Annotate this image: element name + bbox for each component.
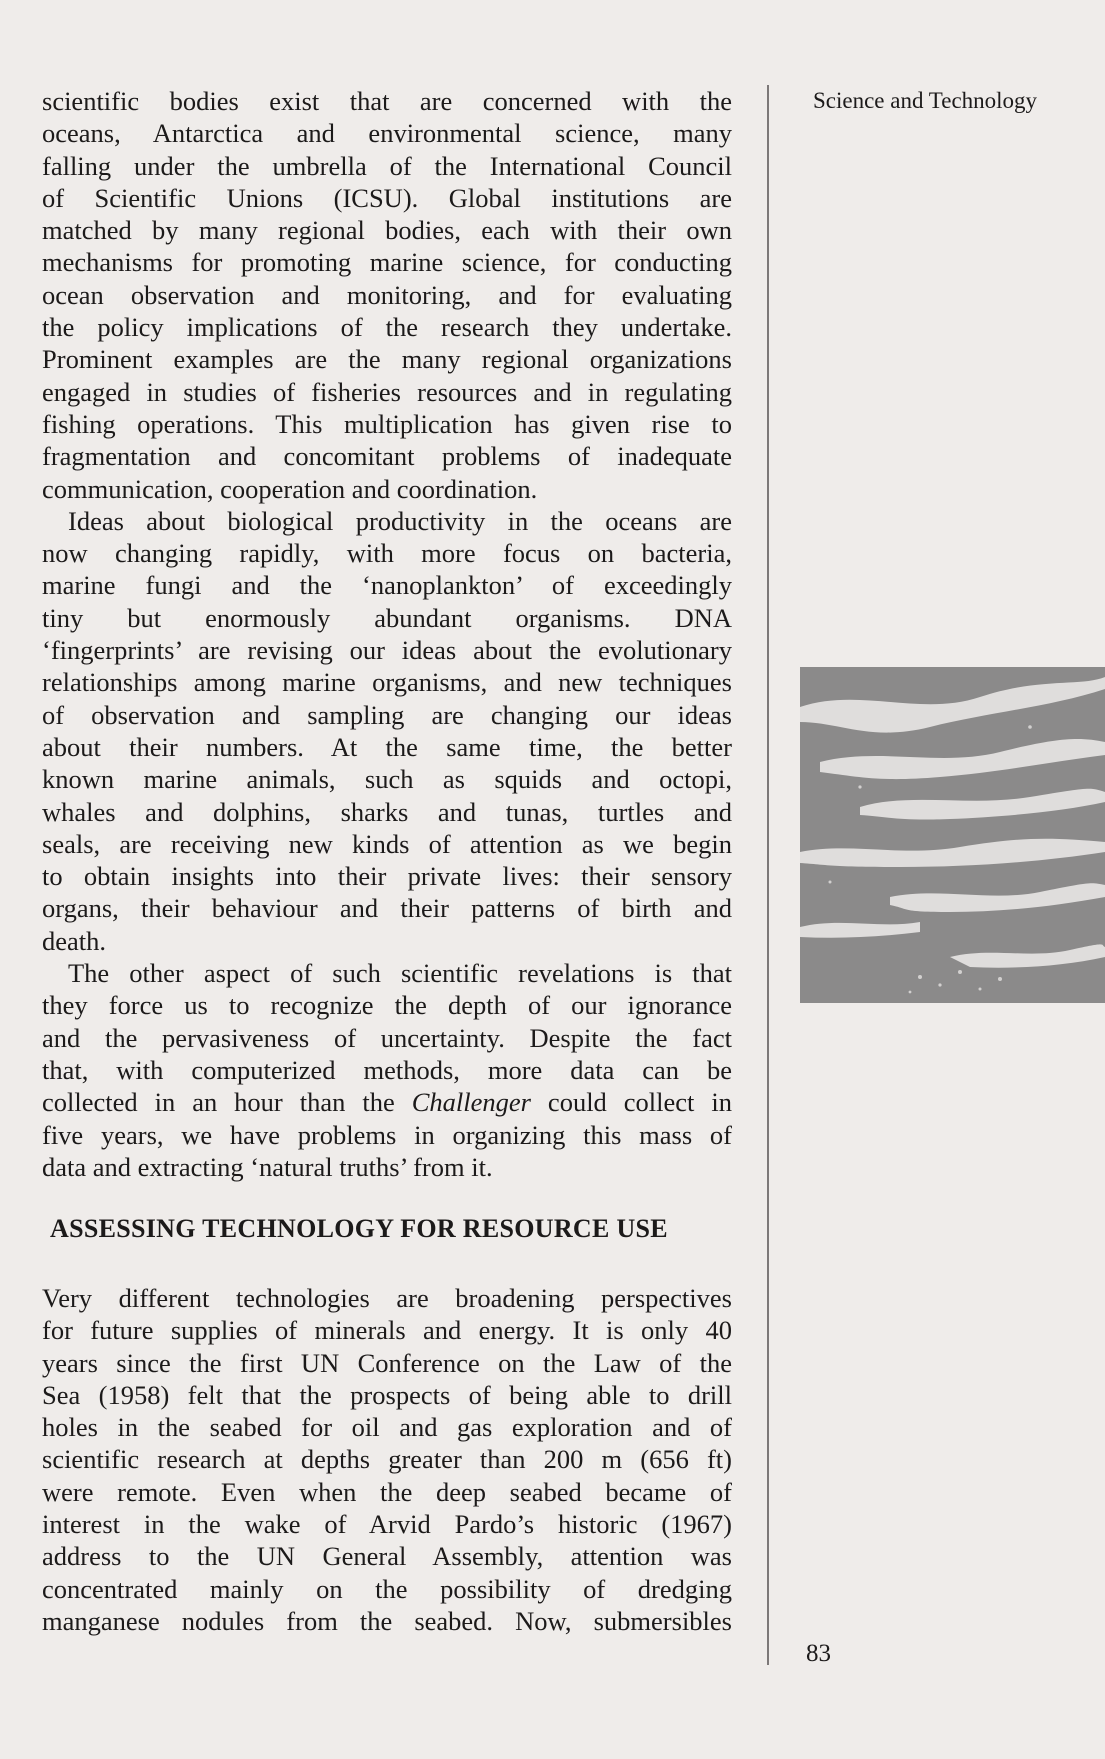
text-line	[42, 214, 732, 246]
text-line-content: Very different technologies are broadening perspectives	[42, 1283, 732, 1313]
text-line-content: whales and dolphins, sharks and tunas, turtles and	[42, 796, 732, 827]
text-line	[42, 1605, 732, 1637]
text-line-content: address to the UN General Assembly, attention was	[42, 1541, 732, 1572]
text-line	[42, 731, 732, 763]
text-line	[42, 311, 732, 343]
text-line	[42, 1119, 732, 1151]
text-line-content: seals, are receiving new kinds of attention as we begin	[42, 828, 732, 859]
text-line	[42, 1282, 732, 1314]
text-line-content: now changing rapidly, with more focus on bacteria,	[42, 538, 732, 569]
text-line-content: tiny but enormously abundant organisms. DNA	[42, 602, 732, 633]
text-line	[42, 1054, 732, 1086]
text-line-content: they force us to recognize the depth of our ignorance	[42, 990, 732, 1021]
ocean-waves-photo	[800, 667, 1105, 1003]
text-line-content: oceans, Antarctica and environmental science, many	[42, 118, 732, 149]
text-line-content: ocean observation and monitoring, and for evaluating	[42, 279, 732, 310]
page-number: 83	[806, 1640, 831, 1667]
text-line-content: mechanisms for promoting marine science, for conducting	[42, 247, 732, 278]
text-line	[42, 1573, 732, 1605]
text-line-content: fishing operations. This multiplication has given rise to	[42, 408, 732, 439]
text-line-content: falling under the umbrella of the International Council	[42, 150, 732, 181]
italic-ship-name: Challenger	[411, 1087, 531, 1118]
text-line-content: five years, we have problems in organizing this mass of	[42, 1119, 732, 1150]
text-line-content: Sea (1958) felt that the prospects of being able to drill	[42, 1379, 732, 1410]
text-line-content: matched by many regional bodies, each with their own	[42, 215, 732, 246]
text-line-content: communication, cooperation and coordination.	[42, 473, 538, 504]
text-line	[42, 1347, 732, 1379]
text-line-content: that, with computerized methods, more data can be	[42, 1054, 732, 1085]
text-line	[42, 634, 732, 666]
text-line	[42, 860, 732, 892]
text-line	[42, 666, 732, 698]
text-line	[42, 957, 732, 989]
text-line	[42, 376, 732, 408]
text-line	[42, 699, 732, 731]
text-line	[42, 1443, 732, 1475]
text-line-content: concentrated mainly on the possibility of dredging	[42, 1573, 732, 1604]
text-line-content: data and extracting ‘natural truths’ from it.	[42, 1151, 493, 1182]
text-line-content: interest in the wake of Arvid Pardo’s historic (1967)	[42, 1509, 732, 1540]
text-line	[42, 537, 732, 569]
text-line	[42, 1022, 732, 1054]
text-line-content: scientific bodies exist that are concerned with the	[42, 86, 732, 116]
text-line-content: the policy implications of the research they undertake.	[42, 312, 732, 343]
text-line	[42, 1379, 732, 1411]
text-line	[42, 1540, 732, 1572]
text-line-content: Ideas about biological productivity in the oceans are	[68, 505, 732, 536]
text-line	[42, 343, 732, 375]
text-line-content: organs, their behaviour and their patterns of birth and	[42, 893, 732, 924]
text-line	[42, 1476, 732, 1508]
text-line-content: Prominent examples are the many regional organizations	[42, 344, 732, 375]
section-heading: ASSESSING TECHNOLOGY FOR RESOURCE USE	[50, 1214, 668, 1243]
running-head: Science and Technology	[813, 88, 1038, 113]
text-line	[42, 1086, 732, 1118]
text-line	[42, 246, 732, 278]
text-line	[42, 763, 732, 795]
text-line	[42, 989, 732, 1021]
text-line-content: to obtain insights into their private lives: their sensory	[42, 861, 732, 892]
text-line-content: The other aspect of such scientific revelations is that	[68, 958, 732, 989]
text-line-content: were remote. Even when the deep seabed became of	[42, 1476, 732, 1507]
text-line	[42, 182, 732, 214]
text-line	[42, 1508, 732, 1540]
text-line-content: holes in the seabed for oil and gas exploration and of	[42, 1412, 732, 1443]
text-line	[42, 473, 732, 505]
text-line	[42, 85, 732, 117]
text-line-content: about their numbers. At the same time, the better	[42, 731, 732, 762]
text-line-content: known marine animals, such as squids and octopi,	[42, 764, 732, 795]
text-line	[42, 1314, 732, 1346]
text-line-content: manganese nodules from the seabed. Now, submersibles	[42, 1605, 732, 1636]
body-text-block-2	[42, 1282, 732, 1637]
text-line	[42, 505, 732, 537]
text-line-content: fragmentation and concomitant problems of inadequate	[42, 441, 732, 472]
text-line-content: could collect in	[530, 1087, 732, 1118]
text-line-content: marine fungi and the ‘nanoplankton’ of exceedingly	[42, 570, 732, 601]
text-line-content: and the pervasiveness of uncertainty. Despite the fact	[42, 1022, 732, 1053]
text-line	[42, 150, 732, 182]
text-line-content: of observation and sampling are changing our ideas	[42, 699, 732, 730]
text-line	[42, 796, 732, 828]
text-line-content: scientific research at depths greater than 200 m (656 ft)	[42, 1444, 732, 1475]
text-line-content: engaged in studies of fisheries resources and in regulating	[42, 376, 732, 407]
text-line-content: death.	[42, 925, 107, 956]
text-line-content: for future supplies of minerals and energy. It is only 40	[42, 1315, 732, 1346]
text-line	[42, 440, 732, 472]
text-line-content: of Scientific Unions (ICSU). Global institutions are	[42, 182, 732, 213]
column-divider	[767, 85, 769, 1665]
text-line	[42, 408, 732, 440]
body-text-block-1	[42, 85, 732, 1183]
text-line	[42, 279, 732, 311]
text-line	[42, 892, 732, 924]
text-line	[42, 569, 732, 601]
text-line-content: collected in an hour than the	[42, 1087, 412, 1118]
text-line	[42, 828, 732, 860]
text-line-content: years since the first UN Conference on the Law of the	[42, 1347, 732, 1378]
text-line	[42, 1411, 732, 1443]
text-line-content: relationships among marine organisms, and new techniques	[42, 667, 732, 698]
text-line	[42, 602, 732, 634]
text-line	[42, 1151, 732, 1183]
text-line-content: ‘fingerprints’ are revising our ideas about the evolutionary	[42, 635, 732, 666]
text-line	[42, 925, 732, 957]
text-line	[42, 117, 732, 149]
